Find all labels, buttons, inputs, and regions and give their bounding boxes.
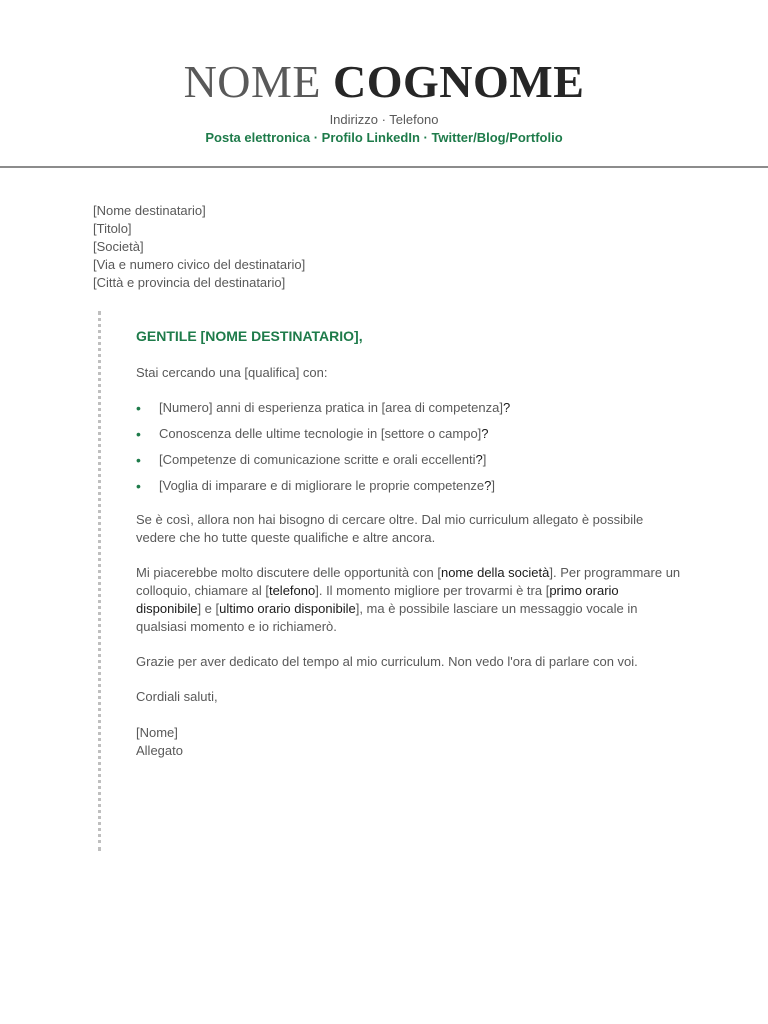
first-name: NOME [183,56,322,107]
contact-online-links: Posta elettronica · Profilo LinkedIn · Twitter/Blog/Portfolio [205,130,563,145]
bullet-icon: • [136,452,141,468]
letter-header [0,56,768,146]
last-time-placeholder: ultimo orario disponibile [219,601,356,616]
recipient-street: [Via e numero civico del destinatario] [93,257,306,272]
recipient-city: [Città e provincia del destinatario] [93,275,286,290]
list-item: • Conoscenza delle ultime tecnologie in [settore o campo]? [136,426,489,442]
list-item: • [Numero] anni di esperienza pratica in [area di competenza]? [136,400,511,416]
bullet-icon: • [136,478,141,494]
enclosure-note: Allegato [136,743,183,758]
closing: Cordiali saluti, [136,689,218,704]
first-time-placeholder: primo orario disponibile [136,583,619,616]
recipient-block [93,202,305,292]
bullet-icon: • [136,400,141,416]
signature-block [136,724,681,760]
contact-address-phone: Indirizzo · Telefono [329,112,439,127]
header-divider [0,166,768,168]
body-paragraph-2: Mi piacerebbe molto discutere delle opportunità con [nome della società]. Per programmare un colloquio, chiamare al [telefono]. Il momento migliore per trovarmi è tra [primo orario disponibile] e [ultimo orario disponibile], ma è possibile lasciare un messaggio vocale in qualsiasi momento e io richiamerò. [136,565,681,634]
last-name: COGNOME [333,56,585,107]
recipient-title: [Titolo] [93,221,132,236]
body-paragraph-1: Se è così, allora non hai bisogno di cercare oltre. Dal mio curriculum allegato è possibile vedere che ho tutte queste qualifiche e altre ancora. [136,512,644,545]
letter-body [136,326,681,760]
recipient-company: [Società] [93,239,144,254]
recipient-name: [Nome destinatario] [93,203,206,218]
salutation: GENTILE [NOME DESTINATARIO], [136,328,363,344]
qualification-list [136,399,681,495]
intro-paragraph: Stai cercando una [qualifica] con: [136,365,328,380]
bullet-icon: • [136,426,141,442]
list-item: • [Competenze di comunicazione scritte e orali eccellenti?] [136,452,487,468]
list-item: • [Voglia di imparare e di migliorare le proprie competenze?] [136,478,496,494]
body-paragraph-3: Grazie per aver dedicato del tempo al mio curriculum. Non vedo l'ora di parlare con voi. [136,654,638,669]
phone-placeholder: telefono [268,583,316,598]
company-placeholder: nome della società [440,565,550,580]
dotted-margin-line [98,311,101,851]
signature-name: [Nome] [136,725,178,740]
applicant-name [0,56,768,108]
